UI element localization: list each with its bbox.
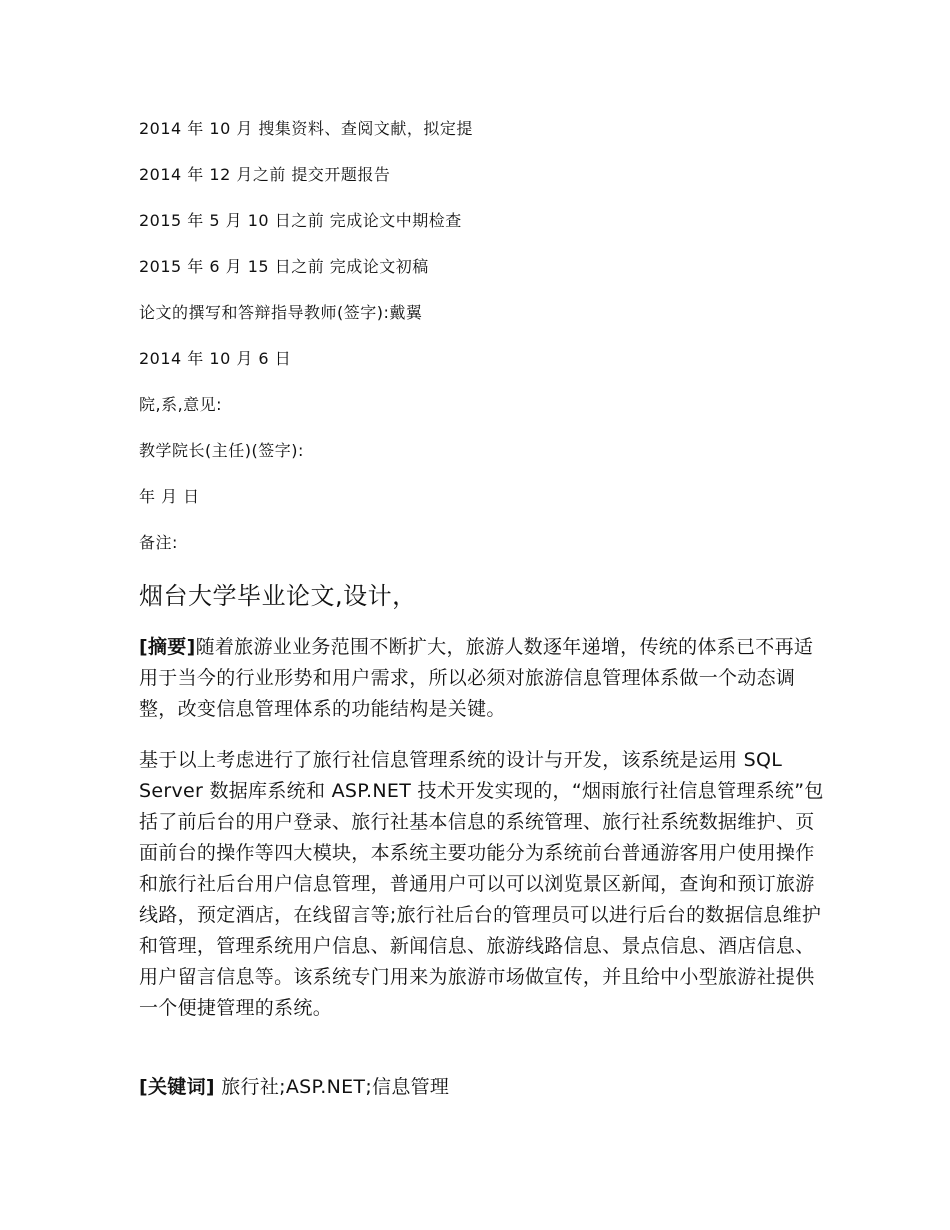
schedule-line: 2014 年 12 月之前 提交开题报告 [139, 165, 391, 184]
body-paragraph: 基于以上考虑进行了旅行社信息管理系统的设计与开发，该系统是运用 SQL Server 数据库系统和 ASP.NET 技术开发实现的，“烟雨旅行社信息管理系统”包括了前后台的用户登录、旅行社基本信息的系统管理、旅行社系统数据维护、页面前台的操作等四大模块，本系统主要功能分为系统前台普通游客用户使用操作和旅行社后台用户信息管理，普通用户可以可以浏览景区新闻，查询和预订旅游线路，预定酒店，在线留言等;旅行社后台的管理员可以进行后台的数据信息维护和管理，管理系统用户信息、新闻信息、旅游线路信息、景点信息、酒店信息、用户留言信息等。该系统专门用来为旅游市场做宣传，并且给中小型旅游社提供一个便捷管理的系统。 [139, 749, 824, 1019]
advisor-signature-line: 论文的撰写和答辩指导教师(签字):戴翼 [139, 303, 423, 322]
keywords-label: [关键词] [139, 1076, 215, 1098]
schedule-line: 2015 年 6 月 15 日之前 完成论文初稿 [139, 257, 429, 276]
dean-signature-line: 教学院长(主任)(签字): [139, 441, 304, 460]
department-opinion-line: 院,系,意见: [139, 395, 223, 414]
abstract-text: 随着旅游业业务范围不断扩大，旅游人数逐年递增，传统的体系已不再适用于当今的行业形势和用户需求，所以必须对旅游信息管理体系做一个动态调整，改变信息管理体系的功能结构是关键。 [139, 636, 814, 720]
date-line: 2014 年 10 月 6 日 [139, 349, 292, 368]
abstract-label: [摘要] [139, 636, 196, 658]
schedule-line: 2015 年 5 月 10 日之前 完成论文中期检查 [139, 211, 462, 230]
document-title: 烟台大学毕业论文,设计， [139, 582, 417, 610]
keywords-text: 旅行社;ASP.NET;信息管理 [214, 1076, 450, 1098]
date-blank-line: 年 月 日 [139, 487, 200, 506]
schedule-line: 2014 年 10 月 搜集资料、查阅文献，拟定提 [139, 119, 473, 138]
keywords-paragraph [139, 1072, 829, 1103]
schedule-block [139, 118, 839, 578]
remarks-line: 备注: [139, 533, 178, 552]
abstract-paragraph [139, 632, 829, 725]
